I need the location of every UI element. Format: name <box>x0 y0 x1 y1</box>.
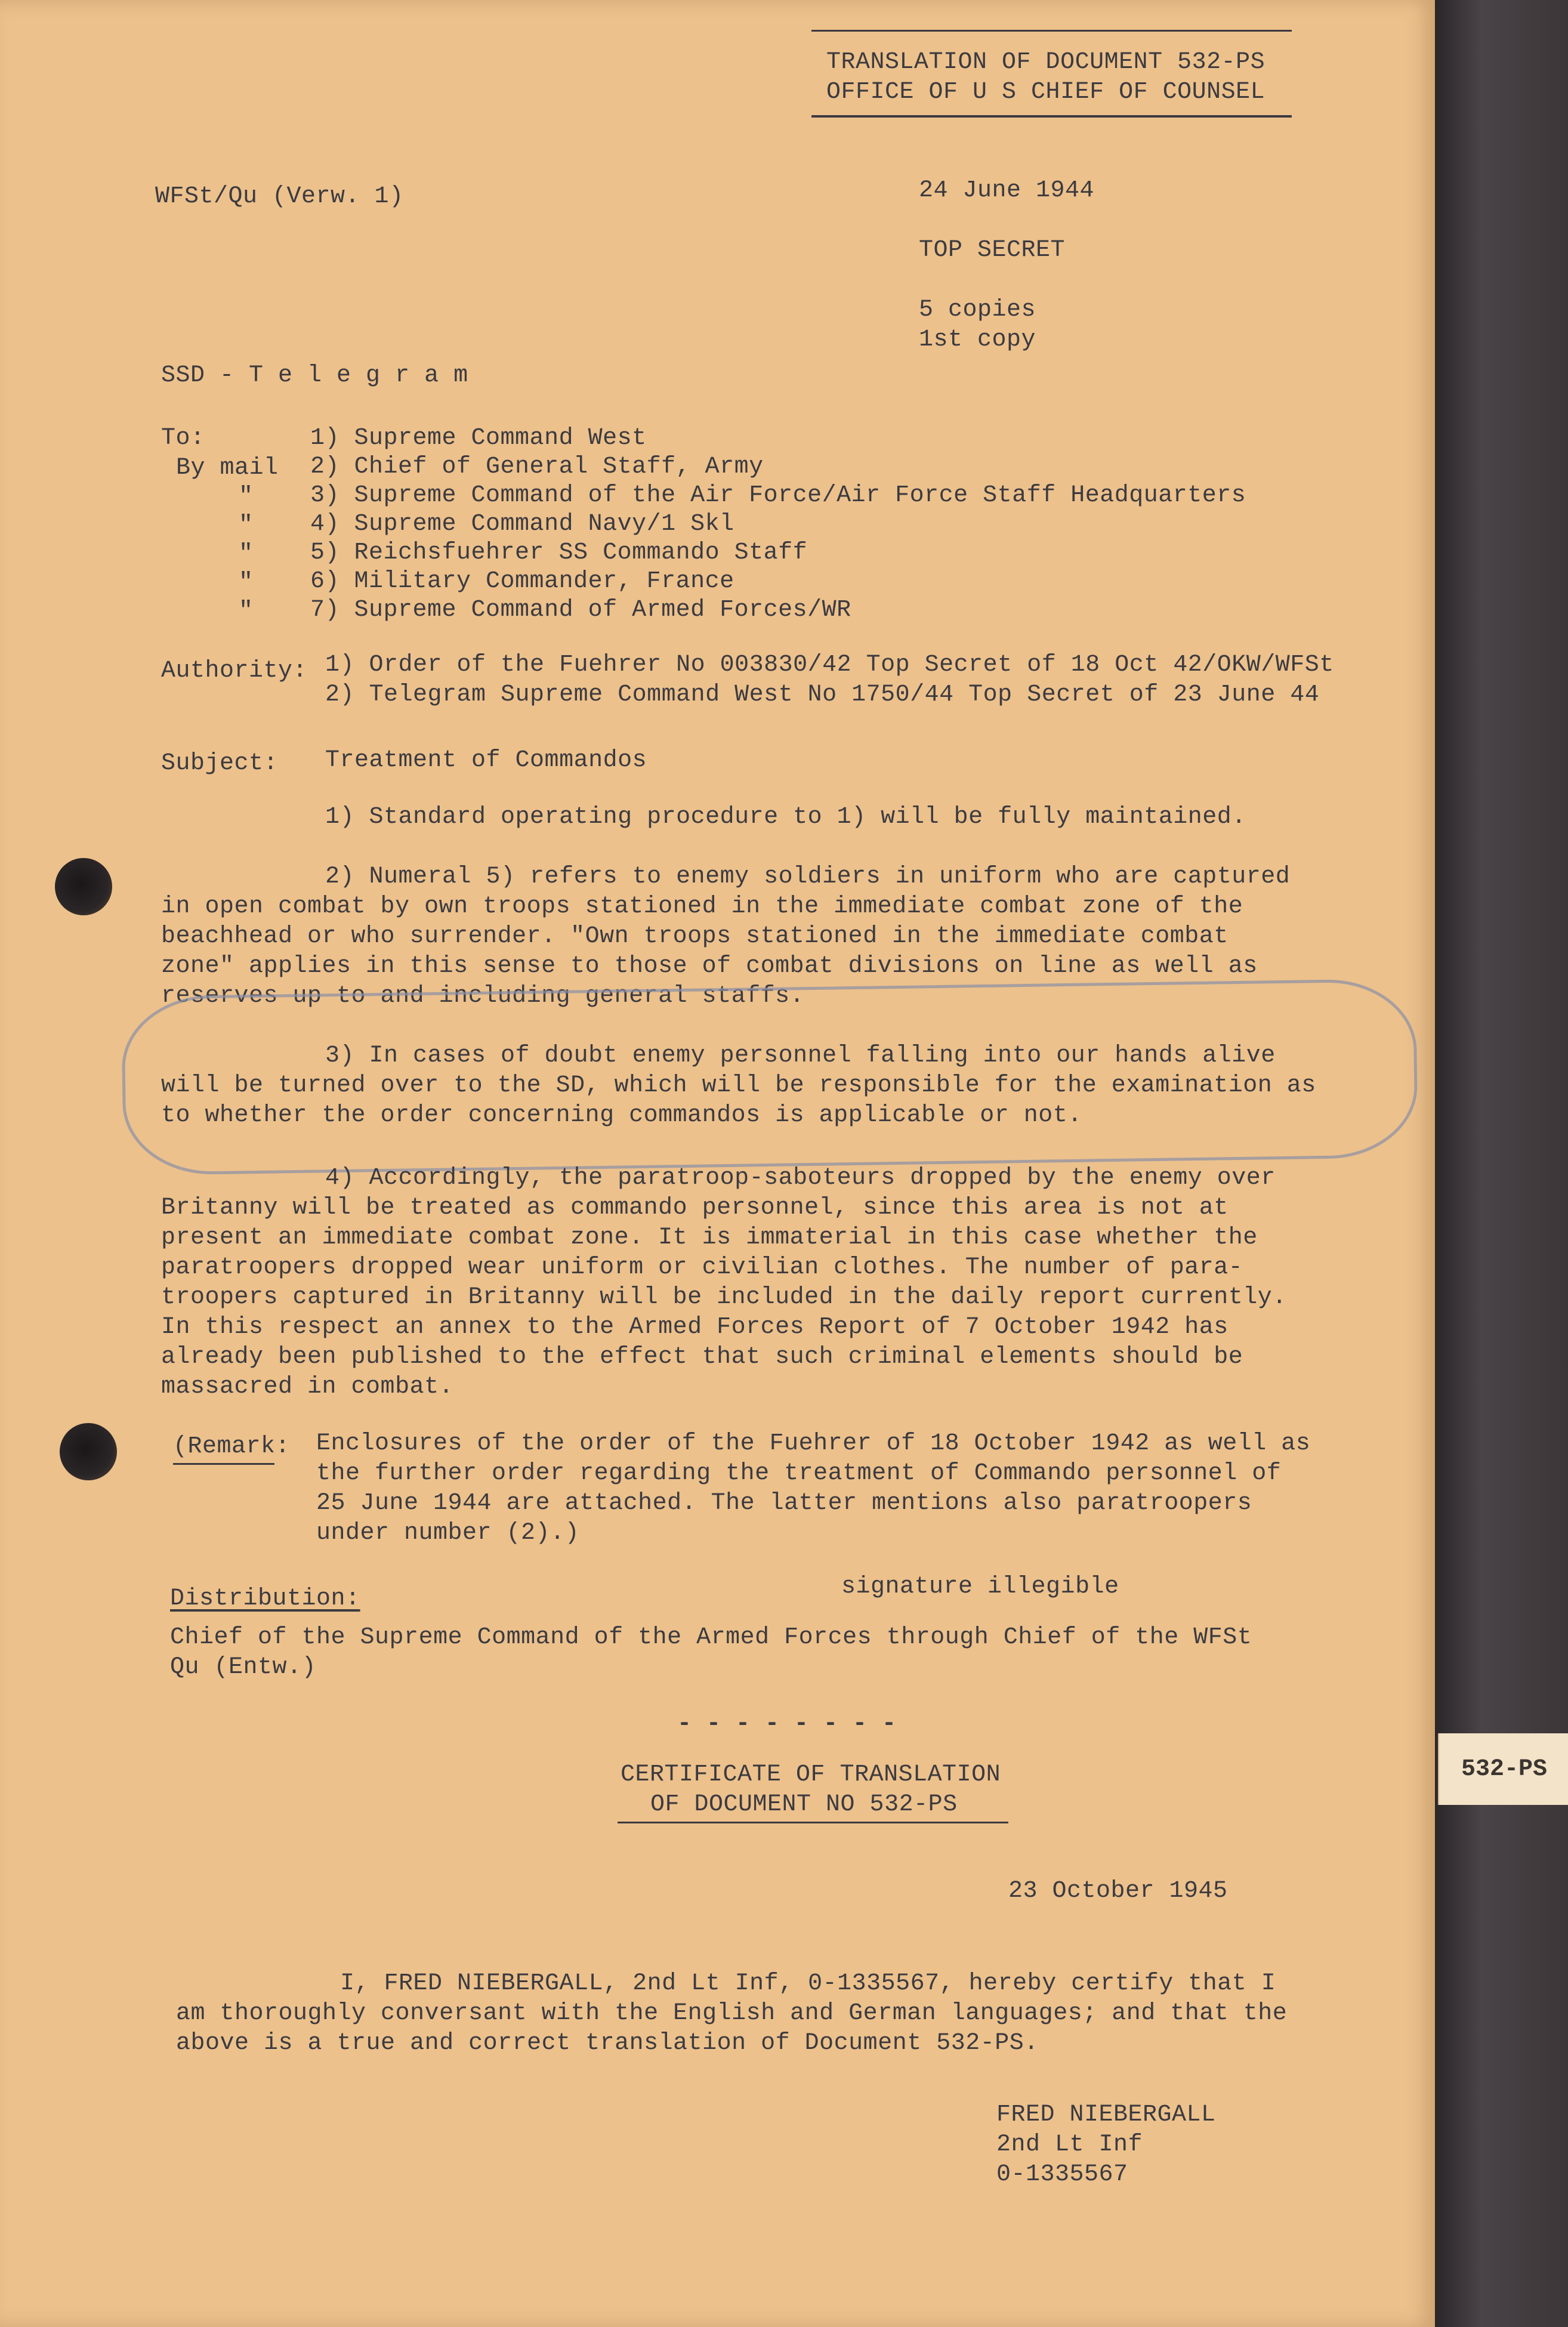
recipient-3: 3) Supreme Command of the Air Force/Air Force Staff Headquarters <box>310 482 1246 509</box>
signature-note: signature illegible <box>841 1573 1119 1600</box>
distribution-label: Distribution: <box>170 1585 360 1612</box>
subject-label: Subject: <box>161 750 279 777</box>
reference-code: WFSt/Qu (Verw. 1) <box>155 183 404 210</box>
to-label: To: <box>161 425 205 452</box>
distribution-line: Qu (Entw.) <box>170 1654 317 1681</box>
paragraph-4-line: Britanny will be treated as commando personnel, since this area is not at <box>161 1195 1229 1221</box>
signatory-serial: 0-1335567 <box>996 2161 1128 2188</box>
ditto-mark: " <box>239 598 254 625</box>
paragraph-3-line: 3) In cases of doubt enemy personnel falling into our hands alive <box>325 1042 1276 1069</box>
recipient-2: 2) Chief of General Staff, Army <box>310 453 764 480</box>
copies-count: 5 copies <box>919 297 1036 323</box>
remark-line: 25 June 1944 are attached. The latter mentions also paratroopers <box>316 1490 1252 1517</box>
paragraph-4-line: 4) Accordingly, the paratroop-saboteurs dropped by the enemy over <box>325 1165 1276 1192</box>
paragraph-1: 1) Standard operating procedure to 1) will be fully maintained. <box>325 804 1246 831</box>
paragraph-4-line: troopers captured in Britanny will be included in the daily report currently. <box>161 1284 1287 1311</box>
paragraph-2-line: zone" applies in this sense to those of combat divisions on line as well as <box>161 953 1258 980</box>
remark-label: (Remark: <box>173 1433 291 1460</box>
paragraph-4-line: present an immediate combat zone. It is immaterial in this case whether the <box>161 1224 1258 1251</box>
paragraph-2-line: beachhead or who surrender. "Own troops stationed in the immediate combat <box>161 923 1229 950</box>
signatory-rank: 2nd Lt Inf <box>996 2131 1143 2158</box>
paragraph-4-line: In this respect an annex to the Armed Forces Report of 7 October 1942 has <box>161 1314 1229 1341</box>
copy-number: 1st copy <box>919 326 1036 353</box>
punch-hole-top <box>55 858 112 915</box>
authority-1: 1) Order of the Fuehrer No 003830/42 Top Secret of 18 Oct 42/OKW/WFSt <box>325 652 1334 678</box>
remark-underline <box>173 1463 274 1465</box>
paragraph-3-line: will be turned over to the SD, which will be responsible for the examination as <box>161 1072 1316 1099</box>
distribution-line: Chief of the Supreme Command of the Armed Forces through Chief of the WFSt <box>170 1624 1252 1651</box>
remark-line: under number (2).) <box>316 1520 580 1547</box>
paragraph-4-line: already been published to the effect that such criminal elements should be <box>161 1344 1243 1371</box>
subject-text: Treatment of Commandos <box>325 747 647 774</box>
telegram-heading: SSD - T e l e g r a m <box>161 362 468 389</box>
signatory-name: FRED NIEBERGALL <box>996 2101 1216 2128</box>
scan-background-edge <box>1435 0 1568 2327</box>
header-top-rule <box>811 30 1292 32</box>
document-date: 24 June 1944 <box>919 177 1095 204</box>
recipient-5: 5) Reichsfuehrer SS Commando Staff <box>310 539 808 566</box>
ditto-mark: " <box>239 569 254 596</box>
remark-line: Enclosures of the order of the Fuehrer of 18 October 1942 as well as <box>316 1430 1311 1457</box>
paragraph-2-line: reserves up to and including general staffs. <box>161 983 805 1010</box>
paragraph-3-line: to whether the order concerning commandos is applicable or not. <box>161 1102 1082 1129</box>
paragraph-2-line: in open combat by own troops stationed in the immediate combat zone of the <box>161 893 1243 920</box>
paragraph-4-line: paratroopers dropped wear uniform or civilian clothes. The number of para- <box>161 1254 1243 1281</box>
certificate-body-line: I, FRED NIEBERGALL, 2nd Lt Inf, 0-1335567, hereby certify that I <box>340 1970 1276 1997</box>
punch-hole-bottom <box>60 1423 117 1480</box>
classification: TOP SECRET <box>919 237 1066 264</box>
recipient-1: 1) Supreme Command West <box>310 425 647 452</box>
ditto-mark: " <box>239 512 254 539</box>
certificate-body-line: above is a true and correct translation of Document 532-PS. <box>176 2030 1039 2057</box>
by-mail-label: By mail <box>176 455 279 482</box>
ditto-mark: " <box>239 483 254 510</box>
paragraph-4-line: massacred in combat. <box>161 1374 454 1400</box>
header-bottom-rule <box>811 115 1292 118</box>
remark-line: the further order regarding the treatment of Commando personnel of <box>316 1460 1282 1487</box>
document-index-tab: 532-PS <box>1438 1733 1568 1805</box>
certificate-body-line: am thoroughly conversant with the English and German languages; and that the <box>176 2000 1288 2027</box>
recipient-6: 6) Military Commander, France <box>310 568 734 595</box>
certificate-underline <box>618 1822 1008 1823</box>
recipient-4: 4) Supreme Command Navy/1 Skl <box>310 511 734 538</box>
paragraph-2-line: 2) Numeral 5) refers to enemy soldiers in uniform who are captured <box>325 863 1291 890</box>
header-line-1: TRANSLATION OF DOCUMENT 532-PS <box>826 49 1265 76</box>
certificate-title-1: CERTIFICATE OF TRANSLATION <box>621 1761 1001 1788</box>
recipient-7: 7) Supreme Command of Armed Forces/WR <box>310 597 851 624</box>
header-line-2: OFFICE OF U S CHIEF OF COUNSEL <box>826 79 1265 106</box>
authority-label: Authority: <box>161 658 308 684</box>
ditto-mark: " <box>239 541 254 567</box>
separator-dashes: - - - - - - - - <box>677 1711 897 1737</box>
authority-2: 2) Telegram Supreme Command West No 1750/44 Top Secret of 23 June 44 <box>325 681 1320 708</box>
certificate-title-2: OF DOCUMENT NO 532-PS <box>650 1791 958 1818</box>
certificate-date: 23 October 1945 <box>1008 1878 1228 1905</box>
